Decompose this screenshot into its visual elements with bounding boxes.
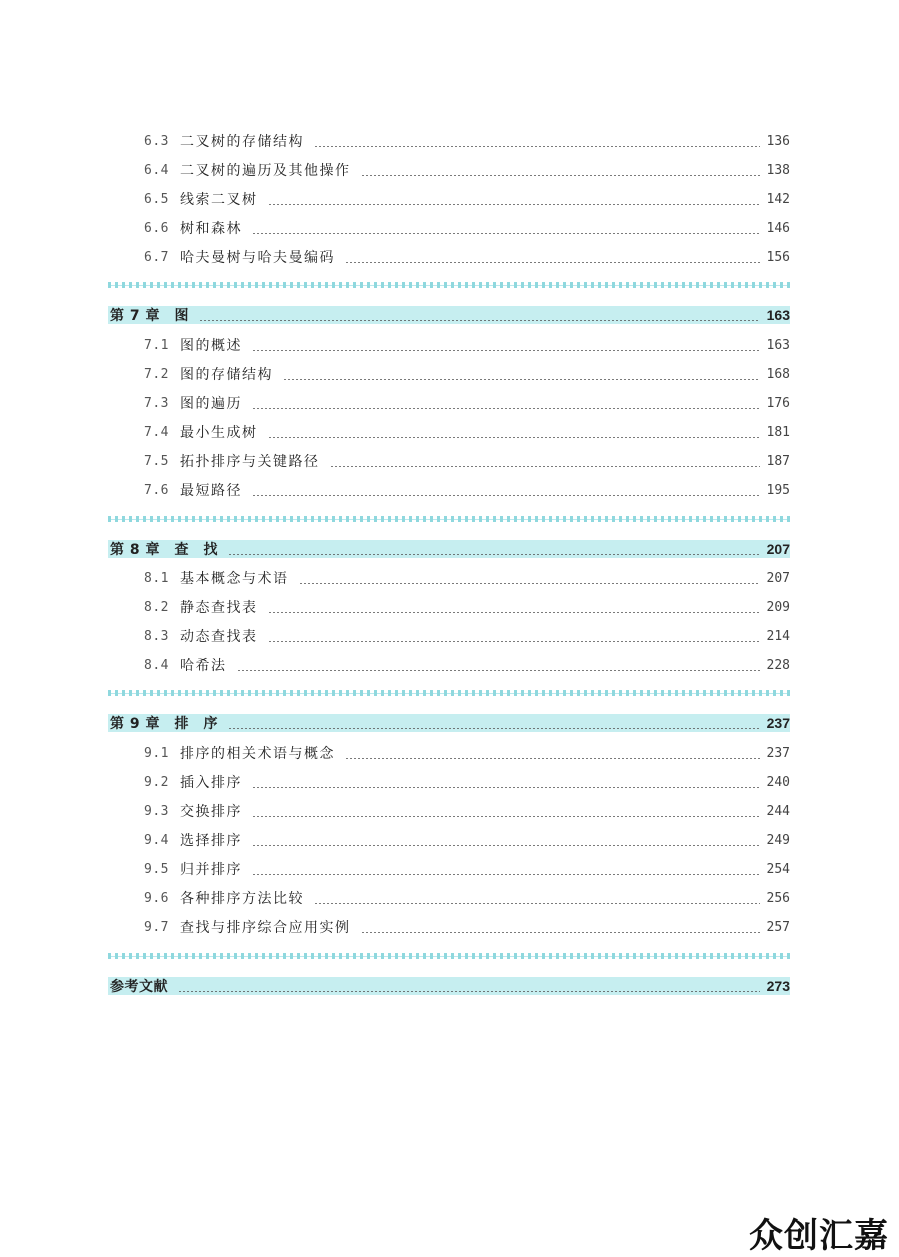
page-number: 138 bbox=[766, 162, 790, 178]
section-title: 二叉树的存储结构 bbox=[180, 134, 304, 150]
section-number: 9.4 bbox=[144, 832, 169, 848]
dot-leader bbox=[252, 484, 760, 496]
dot-leader bbox=[283, 368, 760, 380]
toc-section-row[interactable] bbox=[108, 161, 790, 179]
page-number: 163 bbox=[766, 307, 790, 323]
dot-leader bbox=[268, 630, 761, 642]
page-number: 176 bbox=[766, 395, 790, 411]
page-number: 240 bbox=[766, 774, 790, 790]
section-number: 6.7 bbox=[144, 249, 169, 265]
toc-section-row[interactable] bbox=[108, 569, 790, 587]
section-title: 图的概述 bbox=[180, 338, 242, 354]
page-number: 237 bbox=[766, 715, 790, 731]
dot-leader bbox=[178, 980, 760, 992]
section-number: 7.4 bbox=[144, 424, 169, 440]
section-title: 树和森林 bbox=[180, 221, 242, 237]
page-number: 136 bbox=[766, 133, 790, 149]
toc-section-row[interactable] bbox=[108, 656, 790, 674]
toc-section-row[interactable] bbox=[108, 481, 790, 499]
toc-section-row[interactable] bbox=[108, 831, 790, 849]
toc-section-row[interactable] bbox=[108, 190, 790, 208]
page-number: 187 bbox=[766, 453, 790, 469]
dot-leader bbox=[361, 164, 761, 176]
page-number: 244 bbox=[766, 803, 790, 819]
chapter-title: 参考文献 bbox=[110, 979, 168, 995]
toc-chapter-row[interactable] bbox=[108, 977, 790, 995]
toc-section-row[interactable] bbox=[108, 802, 790, 820]
toc-section-row[interactable] bbox=[108, 860, 790, 878]
toc-section-row[interactable] bbox=[108, 219, 790, 237]
page-number: 207 bbox=[766, 541, 790, 557]
section-title: 最小生成树 bbox=[180, 425, 258, 441]
page-number: 156 bbox=[766, 249, 790, 265]
section-number: 7.5 bbox=[144, 453, 169, 469]
toc-section-row[interactable] bbox=[108, 248, 790, 266]
dot-leader bbox=[268, 193, 761, 205]
toc-section-row[interactable] bbox=[108, 132, 790, 150]
section-number: 9.3 bbox=[144, 803, 169, 819]
watermark-logo: 众创汇嘉 bbox=[739, 1211, 899, 1253]
dot-leader bbox=[252, 776, 760, 788]
toc-chapter-row[interactable] bbox=[108, 540, 790, 558]
section-number: 9.7 bbox=[144, 919, 169, 935]
dot-leader bbox=[252, 805, 760, 817]
section-number: 7.3 bbox=[144, 395, 169, 411]
toc-chapter-row[interactable] bbox=[108, 714, 790, 732]
page-number: 254 bbox=[766, 861, 790, 877]
section-title: 选择排序 bbox=[180, 833, 242, 849]
toc-section-row[interactable] bbox=[108, 918, 790, 936]
section-title: 图的遍历 bbox=[180, 396, 242, 412]
dot-leader bbox=[252, 863, 760, 875]
dot-leader bbox=[361, 921, 761, 933]
section-title: 各种排序方法比较 bbox=[180, 891, 304, 907]
section-title: 排序的相关术语与概念 bbox=[180, 746, 335, 762]
toc-section-row[interactable] bbox=[108, 598, 790, 616]
section-title: 插入排序 bbox=[180, 775, 242, 791]
dot-leader bbox=[228, 543, 760, 555]
section-number: 8.3 bbox=[144, 628, 169, 644]
toc-section-row[interactable] bbox=[108, 744, 790, 762]
section-divider bbox=[108, 282, 790, 288]
page-number: 237 bbox=[766, 745, 790, 761]
section-title: 二叉树的遍历及其他操作 bbox=[180, 163, 351, 179]
page-number: 273 bbox=[766, 978, 790, 994]
section-title: 查找与排序综合应用实例 bbox=[180, 920, 351, 936]
dot-leader bbox=[252, 397, 760, 409]
section-number: 9.1 bbox=[144, 745, 169, 761]
dot-leader bbox=[314, 892, 760, 904]
toc-section-row[interactable] bbox=[108, 365, 790, 383]
dot-leader bbox=[268, 426, 761, 438]
dot-leader bbox=[252, 339, 760, 351]
toc-section-row[interactable] bbox=[108, 889, 790, 907]
page-number: 207 bbox=[766, 570, 790, 586]
section-title: 动态查找表 bbox=[180, 629, 258, 645]
section-number: 6.4 bbox=[144, 162, 169, 178]
chapter-title: 第 7 章 图 bbox=[110, 308, 189, 324]
section-divider bbox=[108, 690, 790, 696]
section-number: 9.6 bbox=[144, 890, 169, 906]
section-title: 线索二叉树 bbox=[180, 192, 258, 208]
section-number: 9.5 bbox=[144, 861, 169, 877]
page-number: 142 bbox=[766, 191, 790, 207]
dot-leader bbox=[228, 717, 760, 729]
section-number: 7.2 bbox=[144, 366, 169, 382]
toc-chapter-row[interactable] bbox=[108, 306, 790, 324]
toc-section-row[interactable] bbox=[108, 452, 790, 470]
dot-leader bbox=[299, 572, 761, 584]
section-number: 7.1 bbox=[144, 337, 169, 353]
section-title: 哈夫曼树与哈夫曼编码 bbox=[180, 250, 335, 266]
section-divider bbox=[108, 953, 790, 959]
page-number: 249 bbox=[766, 832, 790, 848]
dot-leader bbox=[345, 251, 760, 263]
section-number: 8.4 bbox=[144, 657, 169, 673]
page-number: 168 bbox=[766, 366, 790, 382]
page-number: 181 bbox=[766, 424, 790, 440]
dot-leader bbox=[237, 659, 761, 671]
dot-leader bbox=[330, 455, 761, 467]
toc-section-row[interactable] bbox=[108, 394, 790, 412]
page-number: 195 bbox=[766, 482, 790, 498]
dot-leader bbox=[268, 601, 761, 613]
section-number: 6.5 bbox=[144, 191, 169, 207]
chapter-title: 第 9 章 排 序 bbox=[110, 716, 218, 732]
toc-section-row[interactable] bbox=[108, 336, 790, 354]
dot-leader bbox=[345, 747, 760, 759]
toc-section-row[interactable] bbox=[108, 627, 790, 645]
section-title: 拓扑排序与关键路径 bbox=[180, 454, 320, 470]
section-title: 最短路径 bbox=[180, 483, 242, 499]
dot-leader bbox=[199, 309, 760, 321]
page-number: 256 bbox=[766, 890, 790, 906]
section-title: 哈希法 bbox=[180, 658, 227, 674]
page-number: 257 bbox=[766, 919, 790, 935]
section-title: 基本概念与术语 bbox=[180, 571, 289, 587]
chapter-title: 第 8 章 查 找 bbox=[110, 542, 218, 558]
dot-leader bbox=[314, 135, 760, 147]
section-number: 8.1 bbox=[144, 570, 169, 586]
toc-section-row[interactable] bbox=[108, 773, 790, 791]
page-number: 163 bbox=[766, 337, 790, 353]
dot-leader bbox=[252, 834, 760, 846]
section-number: 9.2 bbox=[144, 774, 169, 790]
page-number: 214 bbox=[766, 628, 790, 644]
section-number: 6.3 bbox=[144, 133, 169, 149]
section-number: 6.6 bbox=[144, 220, 169, 236]
section-title: 交换排序 bbox=[180, 804, 242, 820]
section-title: 图的存储结构 bbox=[180, 367, 273, 383]
page-number: 228 bbox=[766, 657, 790, 673]
dot-leader bbox=[252, 222, 760, 234]
section-number: 7.6 bbox=[144, 482, 169, 498]
page-number: 146 bbox=[766, 220, 790, 236]
section-title: 归并排序 bbox=[180, 862, 242, 878]
section-title: 静态查找表 bbox=[180, 600, 258, 616]
toc-section-row[interactable] bbox=[108, 423, 790, 441]
section-number: 8.2 bbox=[144, 599, 169, 615]
section-divider bbox=[108, 516, 790, 522]
page-number: 209 bbox=[766, 599, 790, 615]
